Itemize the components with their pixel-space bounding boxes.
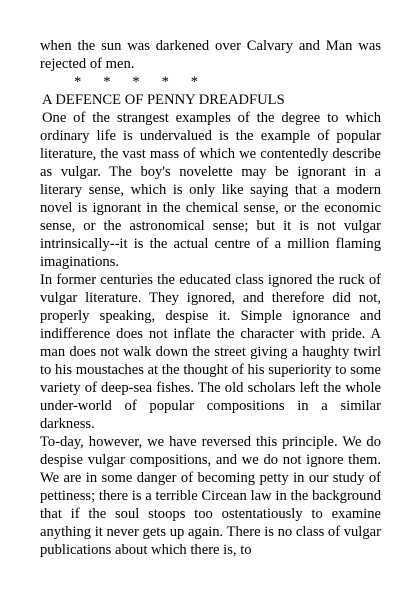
paragraph-3: To-day, however, we have reversed this principle. We do despise vulgar compositions, and we do not ignore them. We are in some danger of becoming petty in our study of pettiness; there is a terrible Circean law in the background that if the soul stoops too ostentatiously to examine anything it never gets up again. There is no class of vulgar publications about which there is, to — [40, 434, 381, 558]
opening-text: when the sun was darkened over Calvary and Man was rejected of men. — [40, 38, 381, 72]
section-separator: * * * * * — [74, 74, 199, 90]
section-heading: A DEFENCE OF PENNY DREADFULS — [42, 92, 285, 108]
paragraph-1: One of the strangest examples of the degree to which ordinary life is undervalued is the example of popular literature, the vast mass of which we contentedly describe as vulgar. The boy's novelette may be ignorant in a literary sense, which is only like saying that a modern novel is ignorant in the chemical sense, or the economic sense, or the astronomical sense; but it is not vulgar intrinsically--it is the actual centre of a million flaming imaginations. — [40, 110, 381, 270]
paragraph-2: In former centuries the educated class ignored the ruck of vulgar literature. They ignored, and therefore did not, properly speaking, despise it. Simple ignorance and indifference does not inflate the character with pride. A man does not walk down the street giving a haughty twirl to his moustaches at the thought of his superiority to some variety of deep-sea fishes. The old scholars left the whole under-world of popular compositions in a similar darkness. — [40, 272, 381, 432]
document-page — [40, 37, 381, 559]
